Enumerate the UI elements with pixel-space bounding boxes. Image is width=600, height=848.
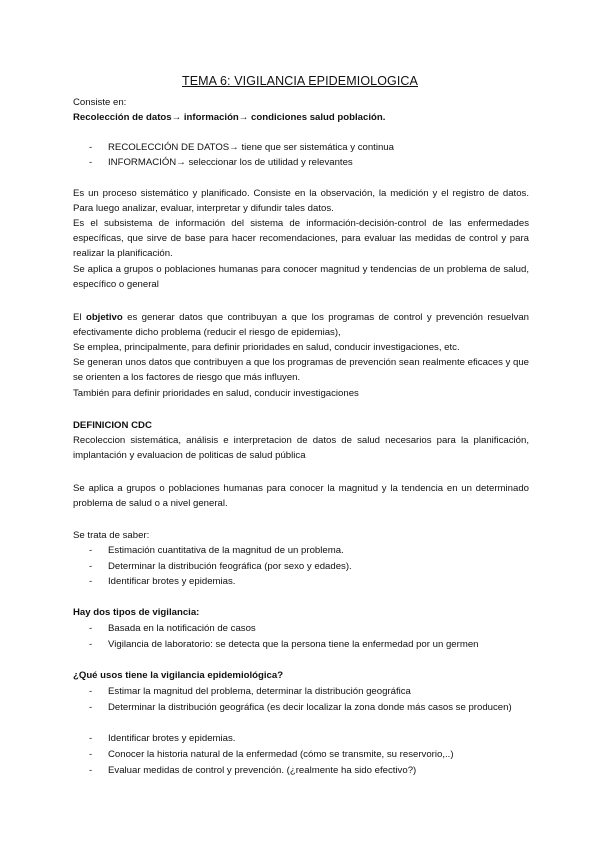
section-heading-usos: ¿Qué usos tiene la vigilancia epidemiológica? (73, 670, 284, 681)
bullet-dash: - (89, 765, 93, 776)
list-item-text: RECOLECCIÓN DE DATOS→ tiene que ser sistemática y continua (108, 142, 394, 153)
paragraph: Es el subsistema de información del sistema de información-decisión-control de las enfermedades específicas, que sirve de base para hacer recomendaciones, para evaluar las medidas de control y para realizar la planificación. (73, 218, 529, 259)
objective-text: es generar datos que contribuyan a que los programas de control y prevención resuelvan efectivamente dicho problema (reducir el riesgo de epidemias), (73, 312, 529, 338)
paragraph: Se emplea, principalmente, para definir prioridades en salud, conducir investigaciones, etc. (73, 342, 460, 353)
list-item-text: Basada en la notificación de casos (108, 623, 256, 634)
list-item-text: Identificar brotes y epidemias. (108, 733, 236, 744)
bullet-dash: - (89, 561, 93, 572)
section-heading-tipos: Hay dos tipos de vigilancia: (73, 607, 200, 618)
list-item-text: Determinar la distribución feográfica (por sexo y edades). (108, 561, 352, 572)
list-item-text: Determinar la distribución geográfica (es decir localizar la zona donde más casos se producen) (108, 702, 512, 713)
objective-paragraph (73, 310, 529, 340)
list-item-text: Estimación cuantitativa de la magnitud de un problema. (108, 545, 344, 556)
bullet-dash: - (89, 545, 93, 556)
list-item-text: Identificar brotes y epidemias. (108, 576, 236, 587)
bullet-dash: - (89, 623, 93, 634)
intro-line: Consiste en: (73, 97, 127, 108)
list-item-text: Estimar la magnitud del problema, determinar la distribución geográfica (108, 686, 411, 697)
bullet-dash: - (89, 702, 93, 713)
bullet-dash: - (89, 576, 93, 587)
bullet-dash: - (89, 749, 93, 760)
bullet-dash: - (89, 142, 93, 153)
page-title: TEMA 6: VIGILANCIA EPIDEMIOLOGICA (181, 74, 418, 88)
bullet-dash: - (89, 639, 93, 650)
list-item-text: INFORMACIÓN→ seleccionar los de utilidad y relevantes (108, 157, 353, 168)
bullet-dash: - (89, 733, 93, 744)
paragraph: Se aplica a grupos o poblaciones humanas para conocer magnitud y tendencias de un problema de salud, específico o general (73, 264, 529, 290)
bullet-dash: - (89, 686, 93, 697)
paragraph: También para definir prioridades en salud, conducir investigaciones (73, 388, 359, 399)
objective-keyword: objetivo (85, 312, 123, 323)
paragraph: Se aplica a grupos o poblaciones humanas para conocer la magnitud y la tendencia en un determinado problema de salud o a nivel general. (73, 483, 529, 509)
list-item-text: Conocer la historia natural de la enfermedad (cómo se transmite, su reservorio,..) (108, 749, 454, 760)
section-heading-saber: Se trata de saber: (73, 530, 150, 541)
paragraph: Es un proceso sistemático y planificado. Consiste en la observación, la medición y el registro de datos. Para luego analizar, evaluar, interpretar y difundir tales datos. (73, 188, 529, 214)
objective-pre: El (73, 312, 86, 323)
paragraph: Se generan unos datos que contribuyen a que los programas de prevención sean realmente eficaces y que se orienten a los factores de riesgo que más influyen. (73, 357, 529, 383)
bullet-dash: - (89, 157, 93, 168)
list-item-text: Evaluar medidas de control y prevención. (¿realmente ha sido efectivo?) (108, 765, 417, 776)
intro-definition: Recolección de datos→ información→ condiciones salud población. (73, 112, 386, 123)
cdc-definition: Recoleccion sistemática, análisis e interpretacion de datos de salud necesarios para la planificación, implantación y evaluacion de politicas de salud pública (73, 435, 529, 461)
list-item-text: Vigilancia de laboratorio: se detecta que la persona tiene la enfermedad por un germen (108, 639, 479, 650)
section-heading-cdc: DEFINICION CDC (73, 420, 152, 431)
